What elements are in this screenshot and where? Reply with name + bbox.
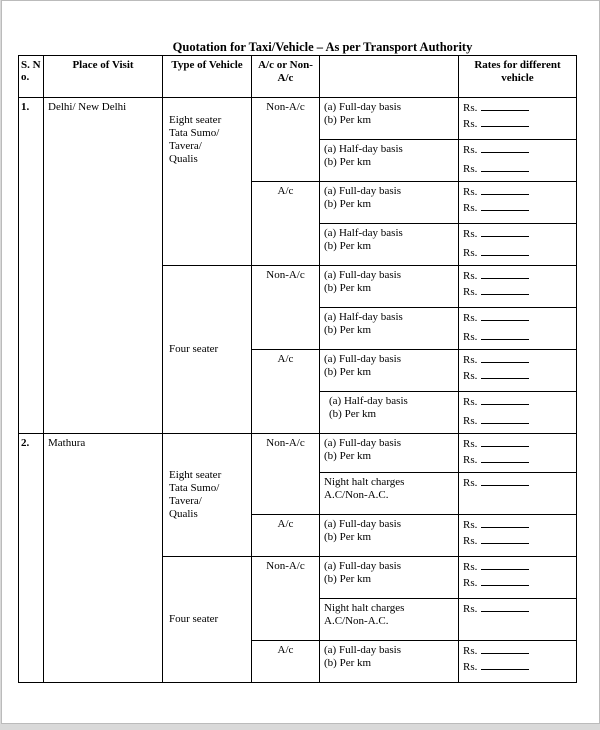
rate-description-cell <box>320 140 459 182</box>
rate-entry <box>463 117 572 131</box>
rate-description-line: (b) Per km <box>324 573 372 585</box>
rate-blank-field[interactable] <box>481 330 529 340</box>
vehicle-type-line: Eight seater <box>169 469 222 481</box>
rate-description-cell <box>320 434 459 473</box>
vehicle-type-line: Tata Sumo/ <box>169 482 220 494</box>
rate-currency-label: Rs. <box>463 603 478 615</box>
rate-description-line: (a) Full-day basis <box>324 185 401 197</box>
table-row <box>19 98 577 140</box>
rate-description-cell <box>320 308 459 350</box>
rate-entry <box>463 602 572 616</box>
rate-blank-field[interactable] <box>481 285 529 295</box>
rate-entry <box>463 269 572 283</box>
rate-entry <box>463 453 572 467</box>
rate-description-line: (a) Full-day basis <box>324 353 401 365</box>
vehicle-type-cell <box>163 434 252 557</box>
rate-currency-label: Rs. <box>463 454 478 466</box>
rate-currency-label: Rs. <box>463 561 478 573</box>
rate-currency-label: Rs. <box>463 270 478 282</box>
rate-entry <box>463 246 572 260</box>
rate-description-line: A.C/Non-A.C. <box>324 615 389 627</box>
ac-type-cell: A/c <box>252 515 320 557</box>
document-title: Quotation for Taxi/Vehicle – As per Transport Authority <box>172 40 473 54</box>
rate-blank-field[interactable] <box>481 476 529 486</box>
header-row <box>19 56 577 98</box>
rate-entry <box>463 101 572 115</box>
rate-currency-label: Rs. <box>463 415 478 427</box>
ac-type-cell: A/c <box>252 350 320 434</box>
rate-currency-label: Rs. <box>463 331 478 343</box>
header-rates: Rates for different vehicle <box>459 56 577 98</box>
rate-entry <box>463 576 572 590</box>
vehicle-type-line: Qualis <box>169 508 198 520</box>
rate-currency-label: Rs. <box>463 144 478 156</box>
vehicle-type-line: Four seater <box>169 613 219 625</box>
rate-description-line: (a) Half-day basis <box>329 395 408 407</box>
rate-description-line: Night halt charges <box>324 476 405 488</box>
rate-currency-label: Rs. <box>463 370 478 382</box>
rate-description-line: (a) Half-day basis <box>324 143 403 155</box>
rate-description-line: (a) Full-day basis <box>324 269 401 281</box>
header-ac: A/c or Non-A/c <box>252 56 320 98</box>
rate-entry <box>463 330 572 344</box>
rate-description-line: (b) Per km <box>324 282 372 294</box>
rate-description-cell <box>320 557 459 599</box>
rate-cell <box>459 182 577 224</box>
rate-blank-field[interactable] <box>481 602 529 612</box>
rate-currency-label: Rs. <box>463 186 478 198</box>
quotation-table <box>18 55 577 683</box>
rate-entry <box>463 162 572 176</box>
rate-blank-field[interactable] <box>481 269 529 279</box>
ac-type-cell: Non-A/c <box>252 434 320 515</box>
rate-description-cell <box>320 224 459 266</box>
rate-currency-label: Rs. <box>463 396 478 408</box>
rate-blank-field[interactable] <box>481 560 529 570</box>
rate-cell <box>459 350 577 392</box>
rate-currency-label: Rs. <box>463 202 478 214</box>
rate-blank-field[interactable] <box>481 644 529 654</box>
rate-description-cell <box>320 266 459 308</box>
rate-description-cell <box>320 182 459 224</box>
rate-cell <box>459 515 577 557</box>
rate-description-line: (b) Per km <box>324 198 372 210</box>
place-of-visit-cell: Mathura <box>44 434 163 683</box>
rate-entry <box>463 476 572 490</box>
rate-description-cell <box>320 473 459 515</box>
rate-cell <box>459 98 577 140</box>
rate-currency-label: Rs. <box>463 438 478 450</box>
rate-entry <box>463 311 572 325</box>
header-place: Place of Visit <box>44 56 163 98</box>
rate-description-cell <box>320 641 459 683</box>
rate-entry <box>463 353 572 367</box>
rate-description-line: (a) Full-day basis <box>324 644 401 656</box>
rate-blank-field[interactable] <box>481 201 529 211</box>
rate-description-line: (b) Per km <box>329 408 377 420</box>
rate-description-line: (a) Full-day basis <box>324 518 401 530</box>
vehicle-type-line: Tavera/ <box>169 495 202 507</box>
rate-blank-field[interactable] <box>481 246 529 256</box>
header-type: Type of Vehicle <box>163 56 252 98</box>
rate-description-cell <box>320 98 459 140</box>
rate-blank-field[interactable] <box>481 353 529 363</box>
header-desc <box>320 56 459 98</box>
rate-blank-field[interactable] <box>481 117 529 127</box>
rate-currency-label: Rs. <box>463 354 478 366</box>
rate-cell <box>459 434 577 473</box>
rate-blank-field[interactable] <box>481 660 529 670</box>
rate-description-line: (b) Per km <box>324 531 372 543</box>
rate-description-line: (b) Per km <box>324 240 372 252</box>
rate-cell <box>459 641 577 683</box>
rate-currency-label: Rs. <box>463 102 478 114</box>
rate-currency-label: Rs. <box>463 477 478 489</box>
rate-currency-label: Rs. <box>463 163 478 175</box>
rate-description-cell <box>320 515 459 557</box>
rate-blank-field[interactable] <box>481 185 529 195</box>
vehicle-type-cell <box>163 266 252 434</box>
rate-entry <box>463 285 572 299</box>
rate-description-line: A.C/Non-A.C. <box>324 489 389 501</box>
rate-blank-field[interactable] <box>481 453 529 463</box>
rate-blank-field[interactable] <box>481 534 529 544</box>
rate-description-line: (b) Per km <box>324 366 372 378</box>
header-sno: S. N o. <box>19 56 44 98</box>
place-of-visit-cell: Delhi/ New Delhi <box>44 98 163 434</box>
rate-cell <box>459 266 577 308</box>
ac-type-cell: Non-A/c <box>252 557 320 641</box>
rate-description-cell <box>320 350 459 392</box>
rate-description-line: (b) Per km <box>324 324 372 336</box>
rate-currency-label: Rs. <box>463 286 478 298</box>
rate-cell <box>459 224 577 266</box>
rate-entry <box>463 227 572 241</box>
rate-entry <box>463 560 572 574</box>
rate-description-line: (b) Per km <box>324 450 372 462</box>
ac-type-cell: A/c <box>252 182 320 266</box>
ac-type-cell: Non-A/c <box>252 266 320 350</box>
vehicle-type-cell <box>163 557 252 683</box>
rate-entry <box>463 660 572 674</box>
rate-cell <box>459 140 577 182</box>
rate-blank-field[interactable] <box>481 414 529 424</box>
vehicle-type-line: Four seater <box>169 343 219 355</box>
serial-number-cell: 2. <box>19 434 44 683</box>
rate-description-line: (a) Full-day basis <box>324 560 401 572</box>
rate-entry <box>463 534 572 548</box>
rate-blank-field[interactable] <box>481 101 529 111</box>
rate-blank-field[interactable] <box>481 437 529 447</box>
rate-blank-field[interactable] <box>481 162 529 172</box>
rate-entry <box>463 185 572 199</box>
rate-description-line: (b) Per km <box>324 114 372 126</box>
rate-currency-label: Rs. <box>463 312 478 324</box>
rate-currency-label: Rs. <box>463 118 478 130</box>
rate-blank-field[interactable] <box>481 311 529 321</box>
rate-entry <box>463 369 572 383</box>
ac-type-cell: A/c <box>252 641 320 683</box>
rate-description-line: (b) Per km <box>324 156 372 168</box>
rate-entry <box>463 644 572 658</box>
rate-currency-label: Rs. <box>463 228 478 240</box>
rate-entry <box>463 414 572 428</box>
rate-blank-field[interactable] <box>481 227 529 237</box>
rate-description-cell <box>320 392 459 434</box>
rate-description-line: (b) Per km <box>324 657 372 669</box>
rate-currency-label: Rs. <box>463 577 478 589</box>
vehicle-type-line: Eight seater <box>169 114 222 126</box>
vehicle-type-line: Tavera/ <box>169 140 202 152</box>
rate-cell <box>459 308 577 350</box>
rate-currency-label: Rs. <box>463 247 478 259</box>
rate-currency-label: Rs. <box>463 645 478 657</box>
rate-blank-field[interactable] <box>481 576 529 586</box>
vehicle-type-line: Qualis <box>169 153 198 165</box>
vehicle-type-cell <box>163 98 252 266</box>
rate-entry <box>463 437 572 451</box>
serial-number-cell: 1. <box>19 98 44 434</box>
rate-blank-field[interactable] <box>481 143 529 153</box>
rate-entry <box>463 518 572 532</box>
rate-cell <box>459 473 577 515</box>
rate-description-line: (a) Full-day basis <box>324 101 401 113</box>
rate-cell <box>459 599 577 641</box>
rate-currency-label: Rs. <box>463 535 478 547</box>
rate-currency-label: Rs. <box>463 519 478 531</box>
table-row <box>19 434 577 473</box>
table-body <box>19 98 577 683</box>
rate-description-line: (a) Half-day basis <box>324 227 403 239</box>
rate-cell <box>459 392 577 434</box>
rate-entry <box>463 201 572 215</box>
rate-description-cell <box>320 599 459 641</box>
rate-entry <box>463 143 572 157</box>
rate-description-line: (a) Full-day basis <box>324 437 401 449</box>
rate-description-line: Night halt charges <box>324 602 405 614</box>
rate-entry <box>463 395 572 409</box>
rate-blank-field[interactable] <box>481 369 529 379</box>
rate-cell <box>459 557 577 599</box>
ac-type-cell: Non-A/c <box>252 98 320 182</box>
rate-blank-field[interactable] <box>481 395 529 405</box>
rate-description-line: (a) Half-day basis <box>324 311 403 323</box>
rate-blank-field[interactable] <box>481 518 529 528</box>
vehicle-type-line: Tata Sumo/ <box>169 127 220 139</box>
rate-currency-label: Rs. <box>463 661 478 673</box>
